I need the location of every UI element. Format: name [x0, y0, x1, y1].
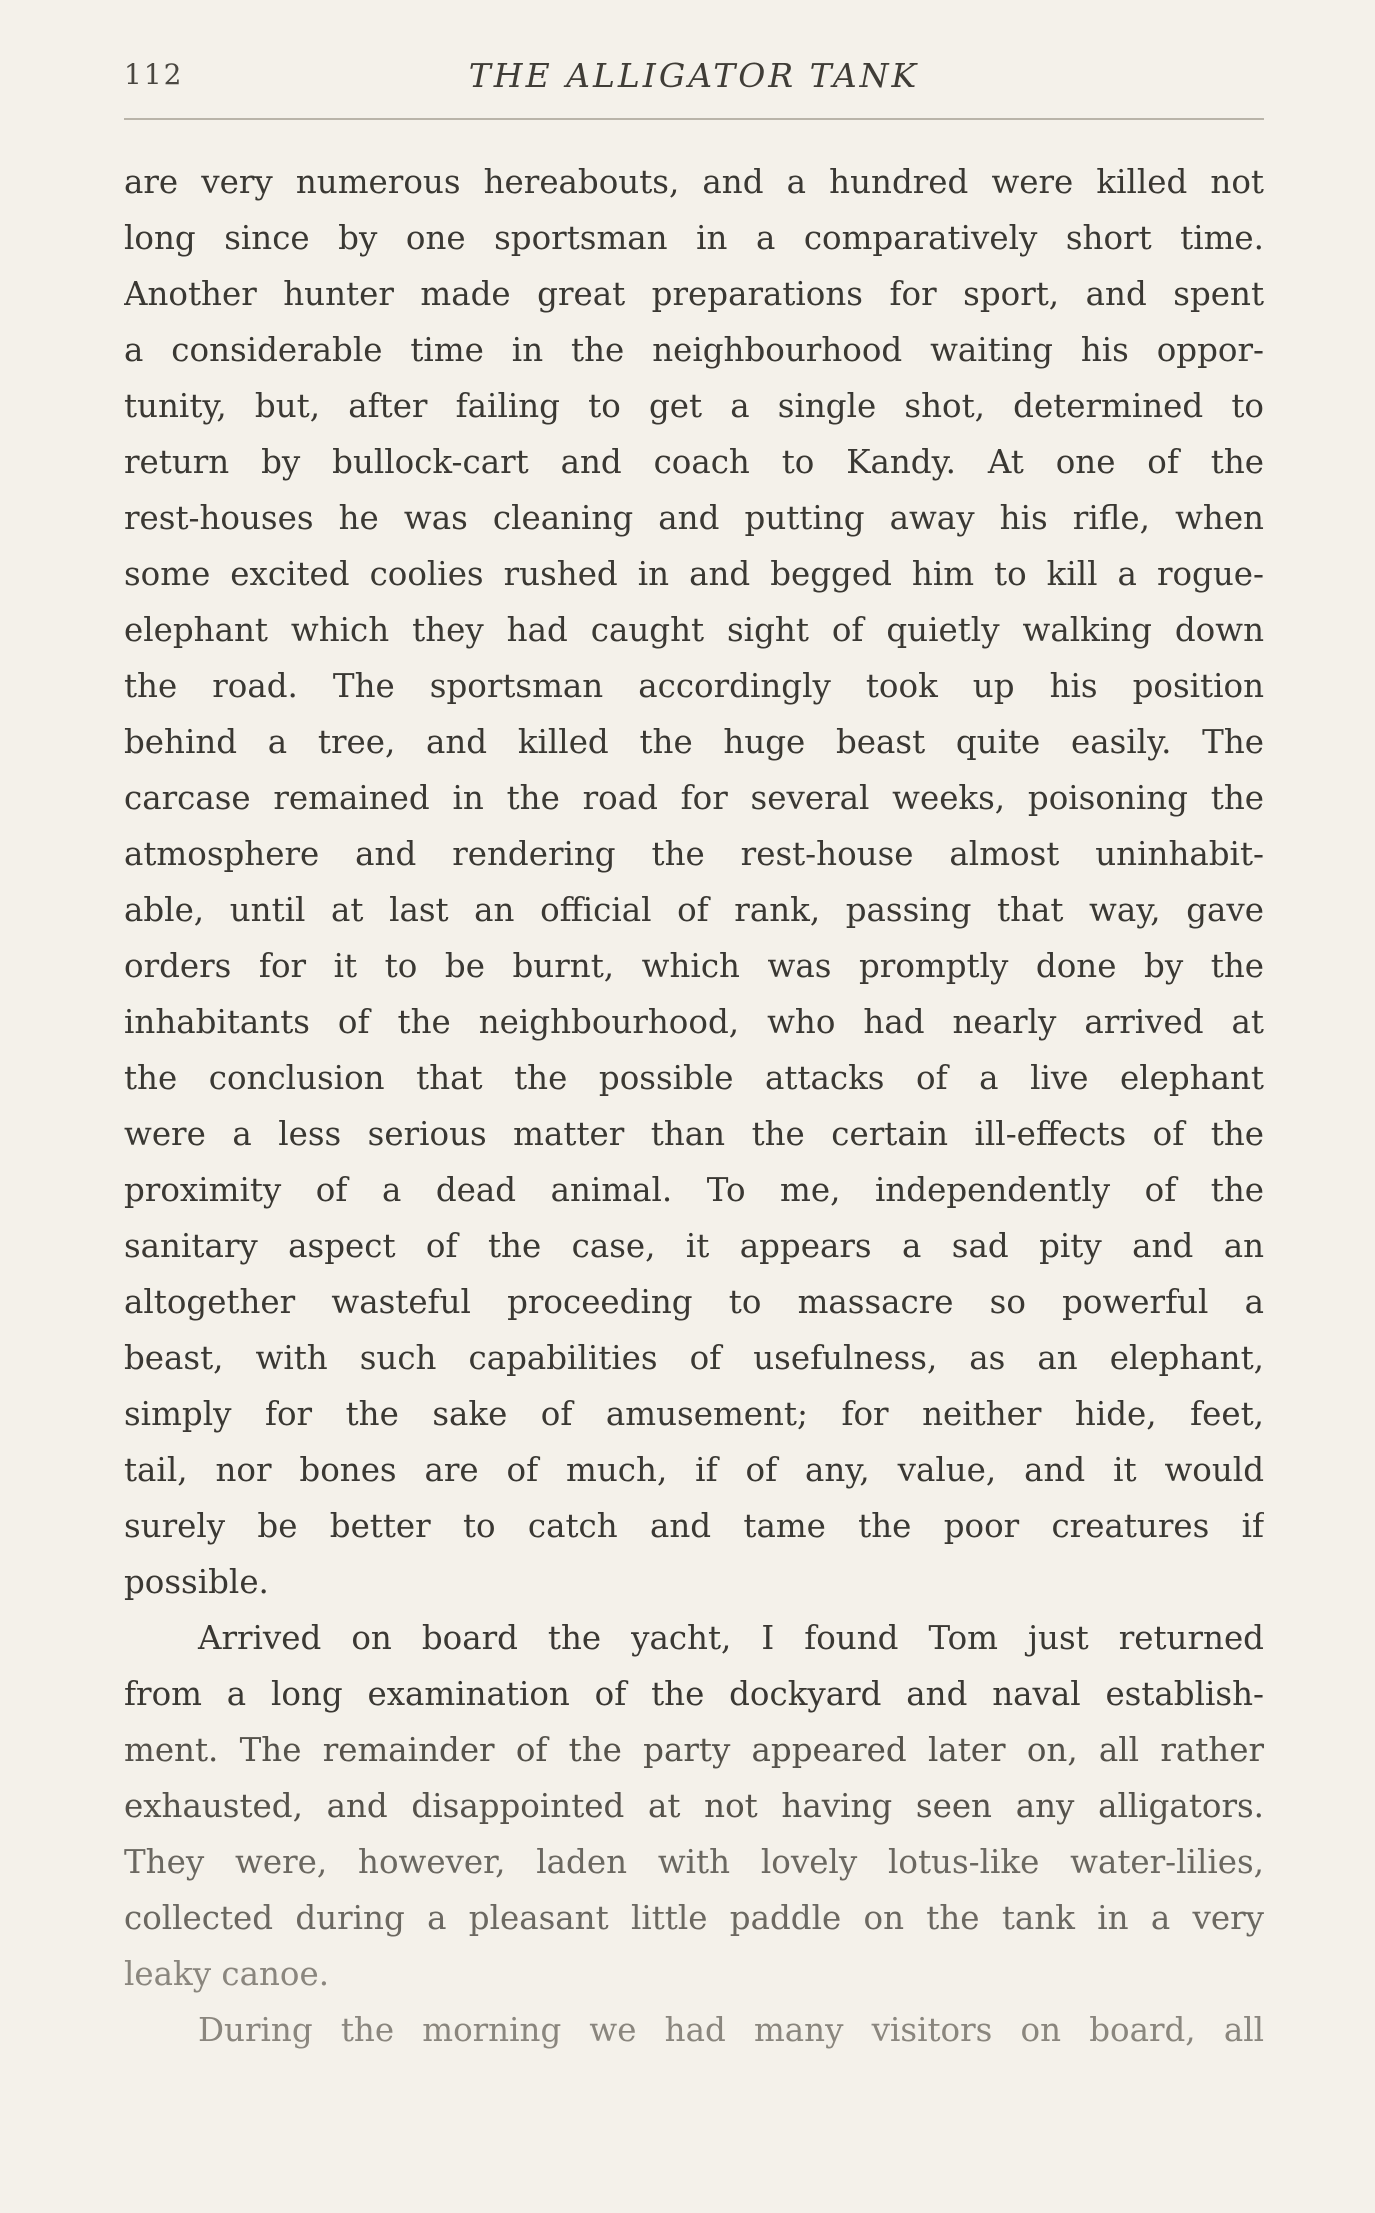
running-title: THE ALLIGATOR TANK [468, 56, 920, 95]
text-line: long since by one sportsman in a comparatively short time. [124, 219, 1264, 257]
text-line: They were, however, laden with lovely lotus-like water-lilies, [124, 1843, 1264, 1881]
text-line: tail, nor bones are of much, if of any, value, and it would [124, 1451, 1264, 1489]
text-line: collected during a pleasant little paddle on the tank in a very [124, 1899, 1264, 1937]
text-line: the road. The sportsman accordingly took up his position [124, 667, 1264, 705]
text-line: tunity, but, after failing to get a single shot, determined to [124, 387, 1264, 425]
paragraph-start-line: During the morning we had many visitors on board, all [198, 2011, 1264, 2049]
text-line: simply for the sake of amusement; for neither hide, feet, [124, 1395, 1264, 1433]
text-line: orders for it to be burnt, which was promptly done by the [124, 947, 1264, 985]
text-line: elephant which they had caught sight of quietly walking down [124, 611, 1264, 649]
text-line: are very numerous hereabouts, and a hundred were killed not [124, 163, 1264, 201]
text-line: were a less serious matter than the certain ill-effects of the [124, 1115, 1264, 1153]
text-line: rest-houses he was cleaning and putting away his rifle, when [124, 499, 1264, 537]
header-rule [124, 118, 1264, 120]
text-line: altogether wasteful proceeding to massacre so powerful a [124, 1283, 1264, 1321]
paragraph-end-line: possible. [124, 1563, 269, 1601]
page-number: 112 [124, 58, 184, 91]
text-line: atmosphere and rendering the rest-house almost uninhabit- [124, 835, 1264, 873]
text-line: Another hunter made great preparations for sport, and spent [124, 275, 1264, 313]
body-text [124, 154, 1264, 2058]
text-line: beast, with such capabilities of usefulness, as an elephant, [124, 1339, 1264, 1377]
text-line: exhausted, and disappointed at not having seen any alligators. [124, 1787, 1264, 1825]
text-line: inhabitants of the neighbourhood, who had nearly arrived at [124, 1003, 1264, 1041]
text-line: the conclusion that the possible attacks of a live elephant [124, 1059, 1264, 1097]
text-line: able, until at last an official of rank, passing that way, gave [124, 891, 1264, 929]
text-line: some excited coolies rushed in and begged him to kill a rogue- [124, 555, 1264, 593]
text-line: from a long examination of the dockyard and naval establish- [124, 1675, 1264, 1713]
text-line: proximity of a dead animal. To me, independently of the [124, 1171, 1264, 1209]
text-line: ment. The remainder of the party appeared later on, all rather [124, 1731, 1264, 1769]
text-line: a considerable time in the neighbourhood waiting his oppor- [124, 331, 1264, 369]
text-line: behind a tree, and killed the huge beast quite easily. The [124, 723, 1264, 761]
text-line: carcase remained in the road for several weeks, poisoning the [124, 779, 1264, 817]
paragraph-start-line: Arrived on board the yacht, I found Tom just returned [198, 1619, 1264, 1657]
text-line: surely be better to catch and tame the poor creatures if [124, 1507, 1264, 1545]
text-line: sanitary aspect of the case, it appears a sad pity and an [124, 1227, 1264, 1265]
paragraph-end-line: leaky canoe. [124, 1955, 330, 1993]
page-header [124, 52, 1264, 104]
text-line: return by bullock-cart and coach to Kandy. At one of the [124, 443, 1264, 481]
